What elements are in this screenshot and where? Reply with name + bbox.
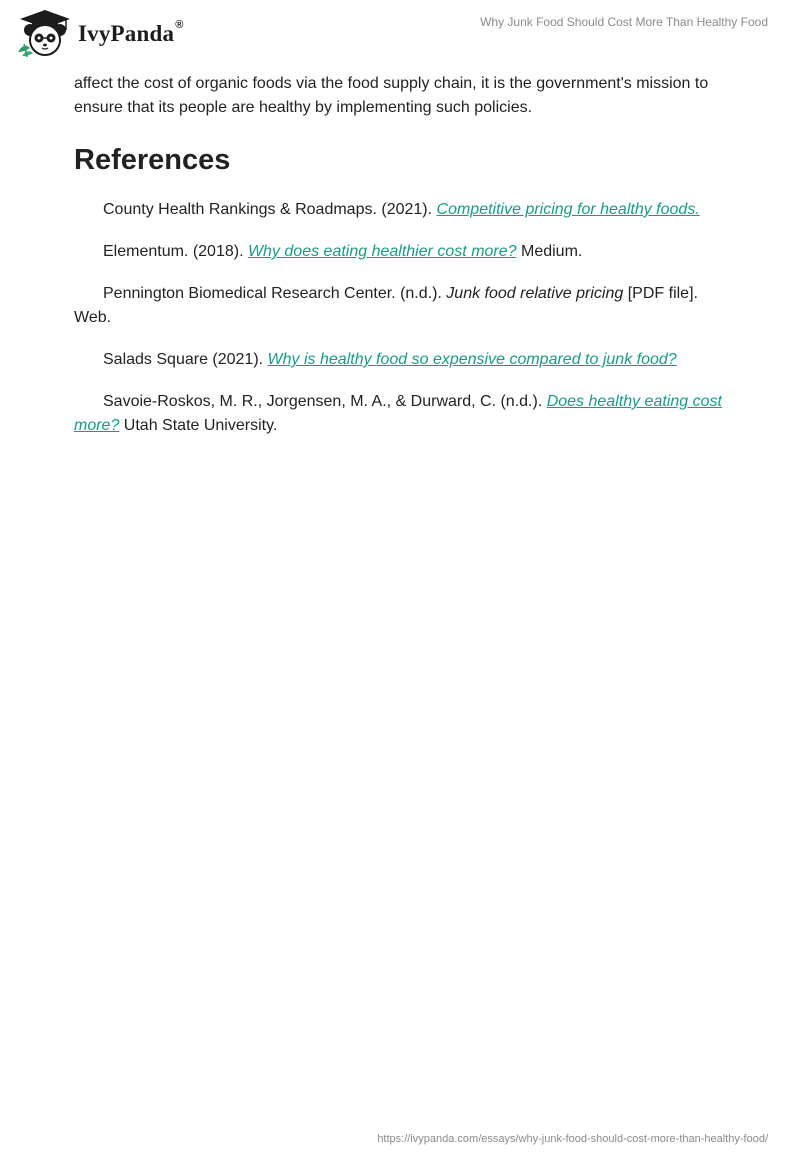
reference-source: [PDF file]. Web.: [74, 285, 698, 326]
reference-item: [74, 390, 730, 438]
reference-link[interactable]: Why is healthy food so expensive compared to junk food?: [267, 351, 677, 368]
intro-paragraph: affect the cost of organic foods via the food supply chain, it is the government's mission to ensure that its people are healthy by implementing such policies.: [74, 75, 709, 116]
page-header: [0, 0, 800, 64]
reference-item: [74, 282, 730, 330]
reference-link[interactable]: Does healthy eating cost more?: [74, 393, 722, 434]
ivypanda-logo[interactable]: [16, 8, 184, 58]
reference-author: County Health Rankings & Roadmaps. (2021).: [103, 201, 437, 218]
reference-item: [74, 198, 730, 222]
panda-graduate-icon: [16, 8, 74, 58]
references-heading: References: [74, 144, 231, 176]
reference-link[interactable]: Why does eating healthier cost more?: [247, 243, 517, 260]
reference-author: Pennington Biomedical Research Center. (n.d.).: [103, 285, 447, 302]
reference-author: Elementum. (2018).: [103, 243, 248, 260]
reference-item: [74, 240, 730, 264]
reference-author: Savoie-Roskos, M. R., Jorgensen, M. A., & Durward, C. (n.d.).: [103, 393, 547, 410]
reference-author: Salads Square (2021).: [103, 351, 268, 368]
brand-name-text: IvyPanda: [78, 21, 175, 46]
document-title: Why Junk Food Should Cost More Than Healthy Food: [480, 15, 768, 29]
references-list: [74, 198, 730, 438]
reference-source: Medium.: [516, 243, 583, 260]
registered-mark: ®: [175, 19, 184, 31]
brand-name: [78, 21, 184, 47]
document-body: [74, 72, 730, 456]
reference-title: Junk food relative pricing: [446, 285, 624, 302]
reference-item: [74, 348, 730, 372]
reference-source: Utah State University.: [119, 417, 278, 434]
footer-url: https://ivypanda.com/essays/why-junk-food-should-cost-more-than-healthy-food/: [377, 1133, 768, 1145]
reference-link[interactable]: Competitive pricing for healthy foods.: [436, 201, 700, 218]
